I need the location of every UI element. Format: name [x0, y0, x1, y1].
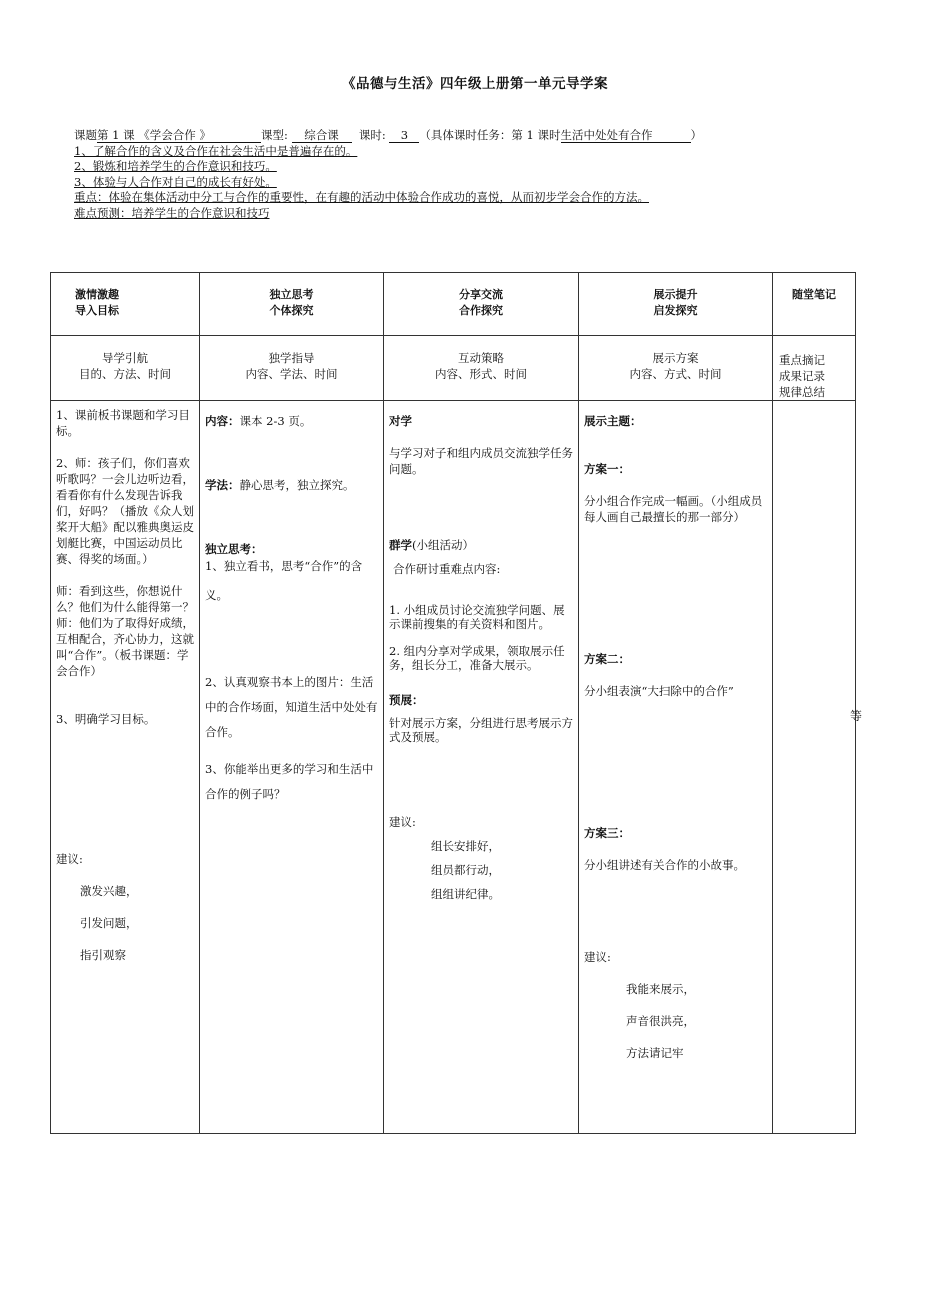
- subheader-line: 内容、学法、时间: [245, 367, 338, 381]
- presentation-column: [579, 401, 773, 1134]
- pair-study-label: 对学: [389, 414, 412, 428]
- difficulty: 难点预测：培养学生的合作意识和技巧: [74, 205, 270, 220]
- guide-question: 师：看到这些，你想说什么？他们为什么能得第一？: [56, 584, 194, 614]
- goal-2: 2、锻炼和培养学生的合作意识和技巧。: [74, 159, 277, 173]
- group-study-line: [389, 537, 574, 553]
- subheader-row: [51, 336, 856, 401]
- goal-1: 1、了解合作的含义及合作在社会生活中是普遍存在的。: [74, 143, 358, 158]
- header-cell: [773, 273, 856, 336]
- plan-1-text: 分小组合作完成一幅画。（小组成员每人画自己最擅长的那一部分）: [584, 494, 763, 524]
- show-advice-item: 方法请记牢: [626, 1046, 684, 1060]
- subheader-line: 展示方案: [652, 351, 699, 365]
- header-cell: [384, 273, 579, 336]
- type-value: 综合课: [292, 128, 352, 143]
- goal-3: 3、体验与人合作对自己的成长有好处。: [74, 174, 277, 189]
- method-label: 学法：: [205, 478, 240, 492]
- coop-advice-label: 建议:: [389, 815, 416, 829]
- think-item-1: 1、独立看书，思考“合作”的含义。: [205, 559, 363, 602]
- hours-label: 课时:: [358, 128, 386, 142]
- plan-2-label: 方案二：: [584, 652, 630, 666]
- task-suffix: ）: [690, 128, 703, 142]
- subheader-line: 互动策略: [458, 351, 504, 365]
- subheader-cell: [579, 336, 773, 401]
- subheader-line: 目的、方法、时间: [79, 367, 171, 381]
- content-label: 内容：: [205, 414, 240, 428]
- plan-3-text: 分小组讲述有关合作的小故事。: [584, 858, 745, 872]
- guide-step-1: 1、课前板书课题和学习目标。: [56, 408, 190, 438]
- subheader-cell: [200, 336, 384, 401]
- coop-advice-item: 组员都行动，: [431, 863, 500, 877]
- plan-1-label: 方案一：: [584, 462, 630, 476]
- lesson-value: 第 1 课 《学会合作 》: [97, 128, 261, 143]
- subheader-line: 成果记录: [779, 369, 825, 383]
- notes-column[interactable]: [773, 401, 856, 1134]
- header-line: 导入目标: [75, 304, 119, 317]
- subheader-line: 导学引航: [102, 351, 148, 365]
- header-cell: [200, 273, 384, 336]
- guide-explanation: 师：他们为了取得好成绩，互相配合，齐心协力，这就叫“合作”。（板书课题：学会合作）: [56, 616, 194, 678]
- show-advice-item: 声音很洪亮，: [626, 1014, 695, 1028]
- lesson-info-row: [74, 128, 894, 144]
- coop-advice-item: 组组讲纪律。: [431, 887, 500, 901]
- subheader-line: 内容、形式、时间: [435, 367, 527, 381]
- side-character: 等: [850, 709, 863, 723]
- guide-advice-item: 引发问题，: [80, 916, 138, 930]
- guide-advice-item: 指引观察: [80, 948, 126, 962]
- guide-column: [51, 401, 200, 1134]
- header-line: 激情激趣: [75, 288, 119, 301]
- method-text: 静心思考，独立探究。: [239, 478, 355, 492]
- plan-2-text: 分小组表演“大扫除中的合作”: [584, 684, 734, 698]
- preview-label: 预展：: [389, 693, 424, 707]
- subheader-line: 内容、方式、时间: [629, 367, 722, 381]
- theme-label: 展示主题：: [584, 414, 642, 428]
- think-item-2: 2、认真观察书本上的图片：生活中的合作场面，知道生活中处处有合作。: [205, 675, 378, 739]
- show-advice-label: 建议:: [584, 950, 611, 964]
- cooperative-column: [384, 401, 579, 1134]
- hours-value: 3: [389, 128, 419, 143]
- guide-advice-label: 建议:: [56, 852, 83, 866]
- content-row: [51, 401, 856, 1134]
- pair-study-text: 与学习对子和组内成员交流独学任务问题。: [389, 446, 573, 476]
- key-point: 重点：体验在集体活动中分工与合作的重要性，在有趣的活动中体验合作成功的喜悦，从而初步学会合作的方法。: [74, 190, 649, 204]
- header-line: 随堂笔记: [792, 288, 836, 301]
- header-line: 独立思考: [269, 288, 314, 301]
- lesson-meta: [74, 128, 894, 221]
- group-study-suffix: (小组活动）: [412, 538, 474, 552]
- group-task-1: 1. 小组成员讨论交流独学问题、展示课前搜集的有关资料和图片。: [389, 603, 565, 631]
- header-cell: [579, 273, 773, 336]
- think-item-3: 3、你能举出更多的学习和生活中合作的例子吗？: [205, 762, 374, 801]
- subheader-cell: [51, 336, 200, 401]
- group-study-content: 合作研讨重难点内容:: [393, 562, 501, 576]
- group-task-2: 2. 组内分享对学成果，领取展示任务，组长分工，准备大展示。: [389, 644, 565, 672]
- show-advice-item: 我能来展示，: [626, 982, 695, 996]
- subheader-line: 规律总结: [779, 385, 825, 399]
- subheader-line: 独学指导: [268, 351, 315, 365]
- coop-advice-item: 组长安排好，: [431, 839, 500, 853]
- task-prefix: （具体课时任务：第 1 课时: [419, 128, 561, 142]
- lesson-label: 课题: [74, 128, 97, 142]
- header-line: 个体探究: [269, 304, 314, 317]
- type-label: 课型:: [261, 128, 288, 142]
- header-line: 展示提升: [653, 288, 698, 301]
- group-study-label: 群学: [389, 538, 412, 552]
- page-title: 《品德与生活》四年级上册第一单元导学案: [342, 76, 608, 92]
- header-line: 分享交流: [459, 288, 503, 301]
- subheader-line: 重点摘记: [779, 353, 825, 367]
- preview-text: 针对展示方案，分组进行思考展示方式及预展。: [389, 716, 573, 744]
- subheader-cell: [384, 336, 579, 401]
- header-line: 合作探究: [459, 304, 503, 317]
- lesson-table: [50, 272, 856, 1134]
- header-line: 启发探究: [653, 304, 698, 317]
- guide-step-3: 3、明确学习目标。: [56, 712, 156, 726]
- header-cell: [51, 273, 200, 336]
- content-text: 课本 2-3 页。: [239, 414, 312, 428]
- subheader-cell: [773, 336, 856, 401]
- header-row: [51, 273, 856, 336]
- guide-step-2: 2、师：孩子们，你们喜欢听歌吗？一会儿边听边看，看看你有什么发现告诉我们，好吗？（播放《众人划桨开大船》配以雅典奥运皮划艇比赛，中国运动员比赛、得奖的场面。）: [56, 456, 194, 566]
- content-line: [205, 413, 379, 430]
- method-line: [205, 477, 379, 494]
- task-value: 生活中处处有合作: [561, 128, 691, 143]
- guide-advice-item: 激发兴趣，: [80, 884, 138, 898]
- think-label: 独立思考：: [205, 542, 263, 556]
- plan-3-label: 方案三：: [584, 826, 630, 840]
- self-study-column: [200, 401, 384, 1134]
